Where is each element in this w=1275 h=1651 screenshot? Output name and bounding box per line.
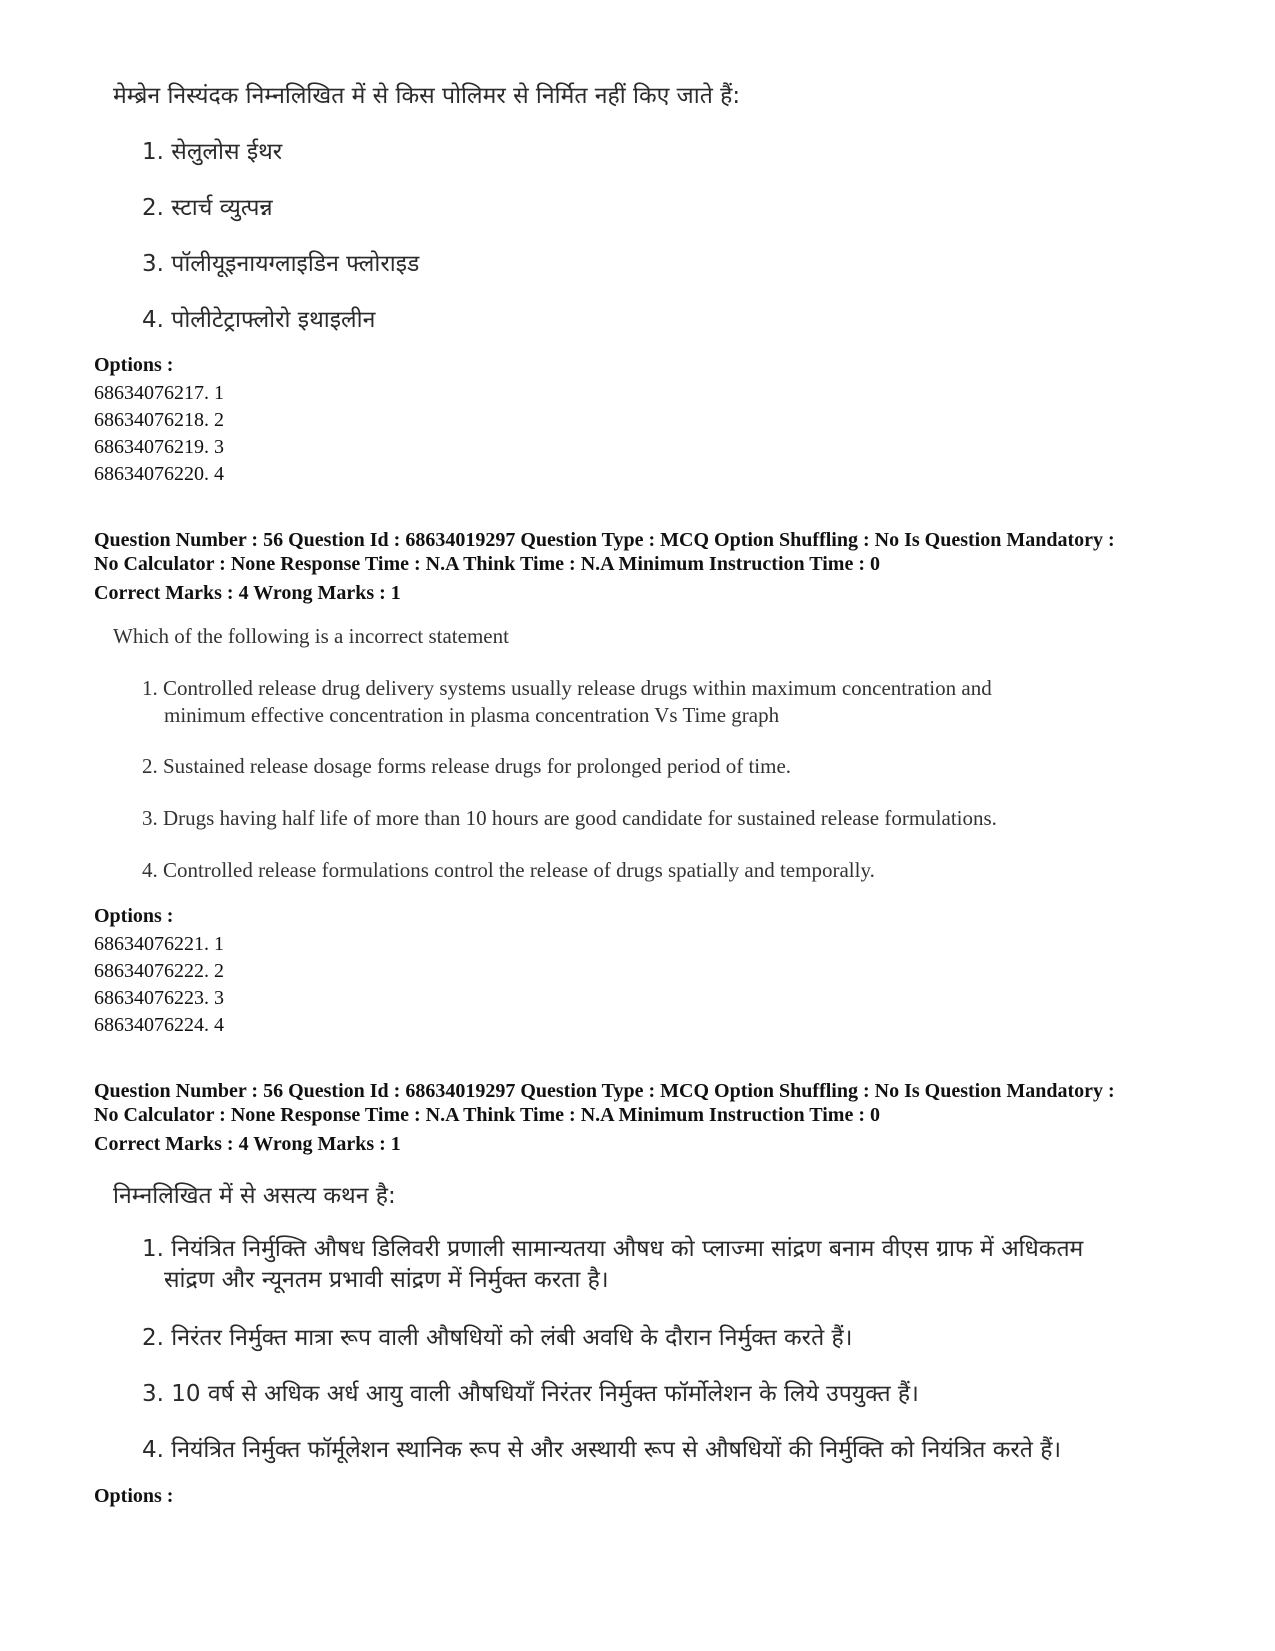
option-row: 68634076218. 2	[94, 409, 224, 431]
option-row: 68634076217. 1	[94, 382, 224, 404]
list-item: 4. नियंत्रित निर्मुक्त फॉर्मूलेशन स्थानिक रूप से और अस्थायी रूप से औषधियों की निर्मुक्ति को नियंत्रित करते हैं।	[142, 1437, 1062, 1463]
list-item: 3. Drugs having half life of more than 10 hours are good candidate for sustained release formulations.	[142, 806, 997, 830]
list-item: 4. पोलीटेट्राफ्लोरो इथाइलीन	[142, 307, 376, 333]
list-item: 1. Controlled release drug delivery systems usually release drugs within maximum concentration and minimum effective concentration in plasma concentration Vs Time graph	[142, 676, 992, 727]
list-item: 1. सेलुलोस ईथर	[142, 139, 283, 165]
options-label: Options :	[94, 354, 174, 376]
list-item: 2. स्टार्च व्युत्पन्न	[142, 195, 273, 221]
option-row: 68634076221. 1	[94, 933, 224, 955]
question-meta: Question Number : 56 Question Id : 68634019297 Question Type : MCQ Option Shuffling : No Is Question Mandatory : No Calculator : None Response Time : N.A Think Time : N.A Minimum Instruction Time : 0 Correct Marks : 4 Wrong Marks : 1	[94, 529, 1115, 604]
list-item: 2. निरंतर निर्मुक्त मात्रा रूप वाली औषधियों को लंबी अवधि के दौरान निर्मुक्त करते हैं।	[142, 1325, 853, 1351]
option-row: 68634076224. 4	[94, 1014, 224, 1036]
options-label: Options :	[94, 905, 174, 927]
list-item: 1. नियंत्रित निर्मुक्ति औषध डिलिवरी प्रणाली सामान्यतया औषध को प्लाज्मा सांद्रण बनाम वीएस ग्राफ में अधिकतम सांद्रण और न्यूनतम प्रभावी सांद्रण में निर्मुक्त करता है।	[142, 1236, 1084, 1293]
list-item: 4. Controlled release formulations control the release of drugs spatially and temporally.	[142, 858, 875, 882]
list-item: 3. 10 वर्ष से अधिक अर्ध आयु वाली औषधियाँ निरंतर निर्मुक्त फॉर्मोलेशन के लिये उपयुक्त हैं।	[142, 1381, 919, 1407]
option-row: 68634076223. 3	[94, 987, 224, 1009]
list-item: 3. पॉलीयूइनायग्लाइडिन फ्लोराइड	[142, 251, 420, 277]
question-text-2: Which of the following is a incorrect statement	[113, 624, 509, 648]
option-row: 68634076220. 4	[94, 463, 224, 485]
options-label: Options :	[94, 1485, 174, 1507]
option-row: 68634076219. 3	[94, 436, 224, 458]
list-item: 2. Sustained release dosage forms release drugs for prolonged period of time.	[142, 754, 792, 778]
question-text-1: मेम्ब्रेन निस्यंदक निम्नलिखित में से किस पोलिमर से निर्मित नहीं किए जाते हैं:	[113, 83, 741, 109]
question-meta: Question Number : 56 Question Id : 68634019297 Question Type : MCQ Option Shuffling : No Is Question Mandatory : No Calculator : None Response Time : N.A Think Time : N.A Minimum Instruction Time : 0 Correct Marks : 4 Wrong Marks : 1	[94, 1080, 1115, 1155]
question-text-3: निम्नलिखित में से असत्य कथन है:	[113, 1183, 396, 1209]
option-row: 68634076222. 2	[94, 960, 224, 982]
